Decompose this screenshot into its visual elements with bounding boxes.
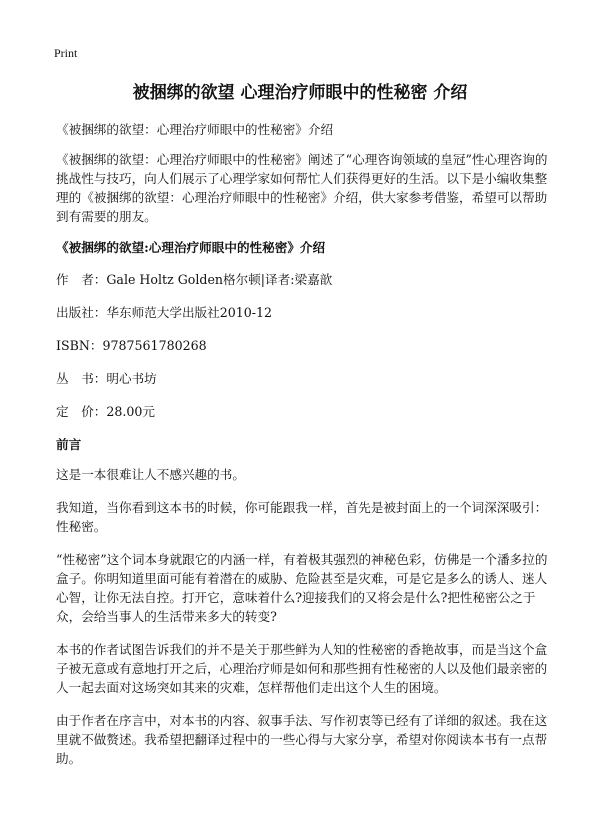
series-value: 明心书坊 (106, 371, 157, 386)
preface-paragraph: 这是一本很难让人不感兴趣的书。 (56, 467, 245, 482)
publisher-row (56, 303, 556, 322)
preface-heading: 前言 (56, 437, 82, 452)
series-label: 丛 书： (56, 371, 107, 386)
intro-paragraph: 《被捆绑的欲望：心理治疗师眼中的性秘密》阐述了“心理咨询领域的皇冠”性心理咨询的挑战性与技巧，向人们展示了心理学家如何帮忙人们获得更好的生活。以下是小编收集整理的《被捆绑的欲望：心理治疗师眼中的性秘密》介绍，供大家参考借鉴，希望可以帮助到有需要的朋友。 (56, 152, 548, 224)
author-row (56, 270, 556, 289)
preface-paragraph: 由于作者在序言中，对本书的内容、叙事手法、写作初衷等已经有了详细的叙述。我在这里就不做赘述。我希望把翻译过程中的一些心得与大家分享，希望对你阅读本书有一点帮助。 (56, 713, 548, 766)
isbn-row (56, 336, 556, 355)
price-value: 28.00元 (106, 404, 156, 419)
author-label: 作 者： (56, 272, 107, 287)
preface-paragraph: 本书的作者试图告诉我们的并不是关于那些鲜为人知的性秘密的香艳故事，而是当这个盒子被无意或有意地打开之后，心理治疗师是如何和那些拥有性秘密的人以及他们最亲密的人一起去面对这场突如其来的灾难，怎样帮他们走出这个人生的困境。 (56, 642, 548, 695)
publisher-value: 华东师范大学出版社2010-12 (106, 305, 273, 320)
page-title: 被捆绑的欲望 心理治疗师眼中的性秘密 介绍 (132, 83, 468, 103)
price-label: 定 价： (56, 404, 107, 419)
article-body (56, 120, 556, 782)
book-info-heading: 《被捆绑的欲望:心理治疗师眼中的性秘密》介绍 (56, 240, 326, 255)
preface-paragraph: 我知道，当你看到这本书的时候，你可能跟我一样，首先是被封面上的一个词深深吸引：性秘密。 (56, 500, 548, 534)
author-value: Gale Holtz Golden格尔顿|译者:梁嘉歆 (106, 272, 333, 287)
isbn-value: 9787561780268 (102, 338, 207, 353)
isbn-label: ISBN： (56, 338, 103, 353)
price-row (56, 402, 556, 421)
series-row (56, 369, 556, 388)
publisher-label: 出版社： (56, 305, 107, 320)
print-link[interactable]: Print (54, 46, 78, 60)
preface-paragraph: “性秘密”这个词本身就跟它的内涵一样，有着极其强烈的神秘色彩，仿佛是一个潘多拉的盒子。你明知道里面可能有着潜在的威胁、危险甚至是灾难，可是它是多么的诱人、迷人心智，让你无法自控。打开它，意味着什么?迎接我们的又将会是什么?把性秘密公之于众，会给当事人的生活带来多大的转变? (56, 552, 548, 624)
article-subtitle: 《被捆绑的欲望：心理治疗师眼中的性秘密》介绍 (56, 122, 334, 137)
